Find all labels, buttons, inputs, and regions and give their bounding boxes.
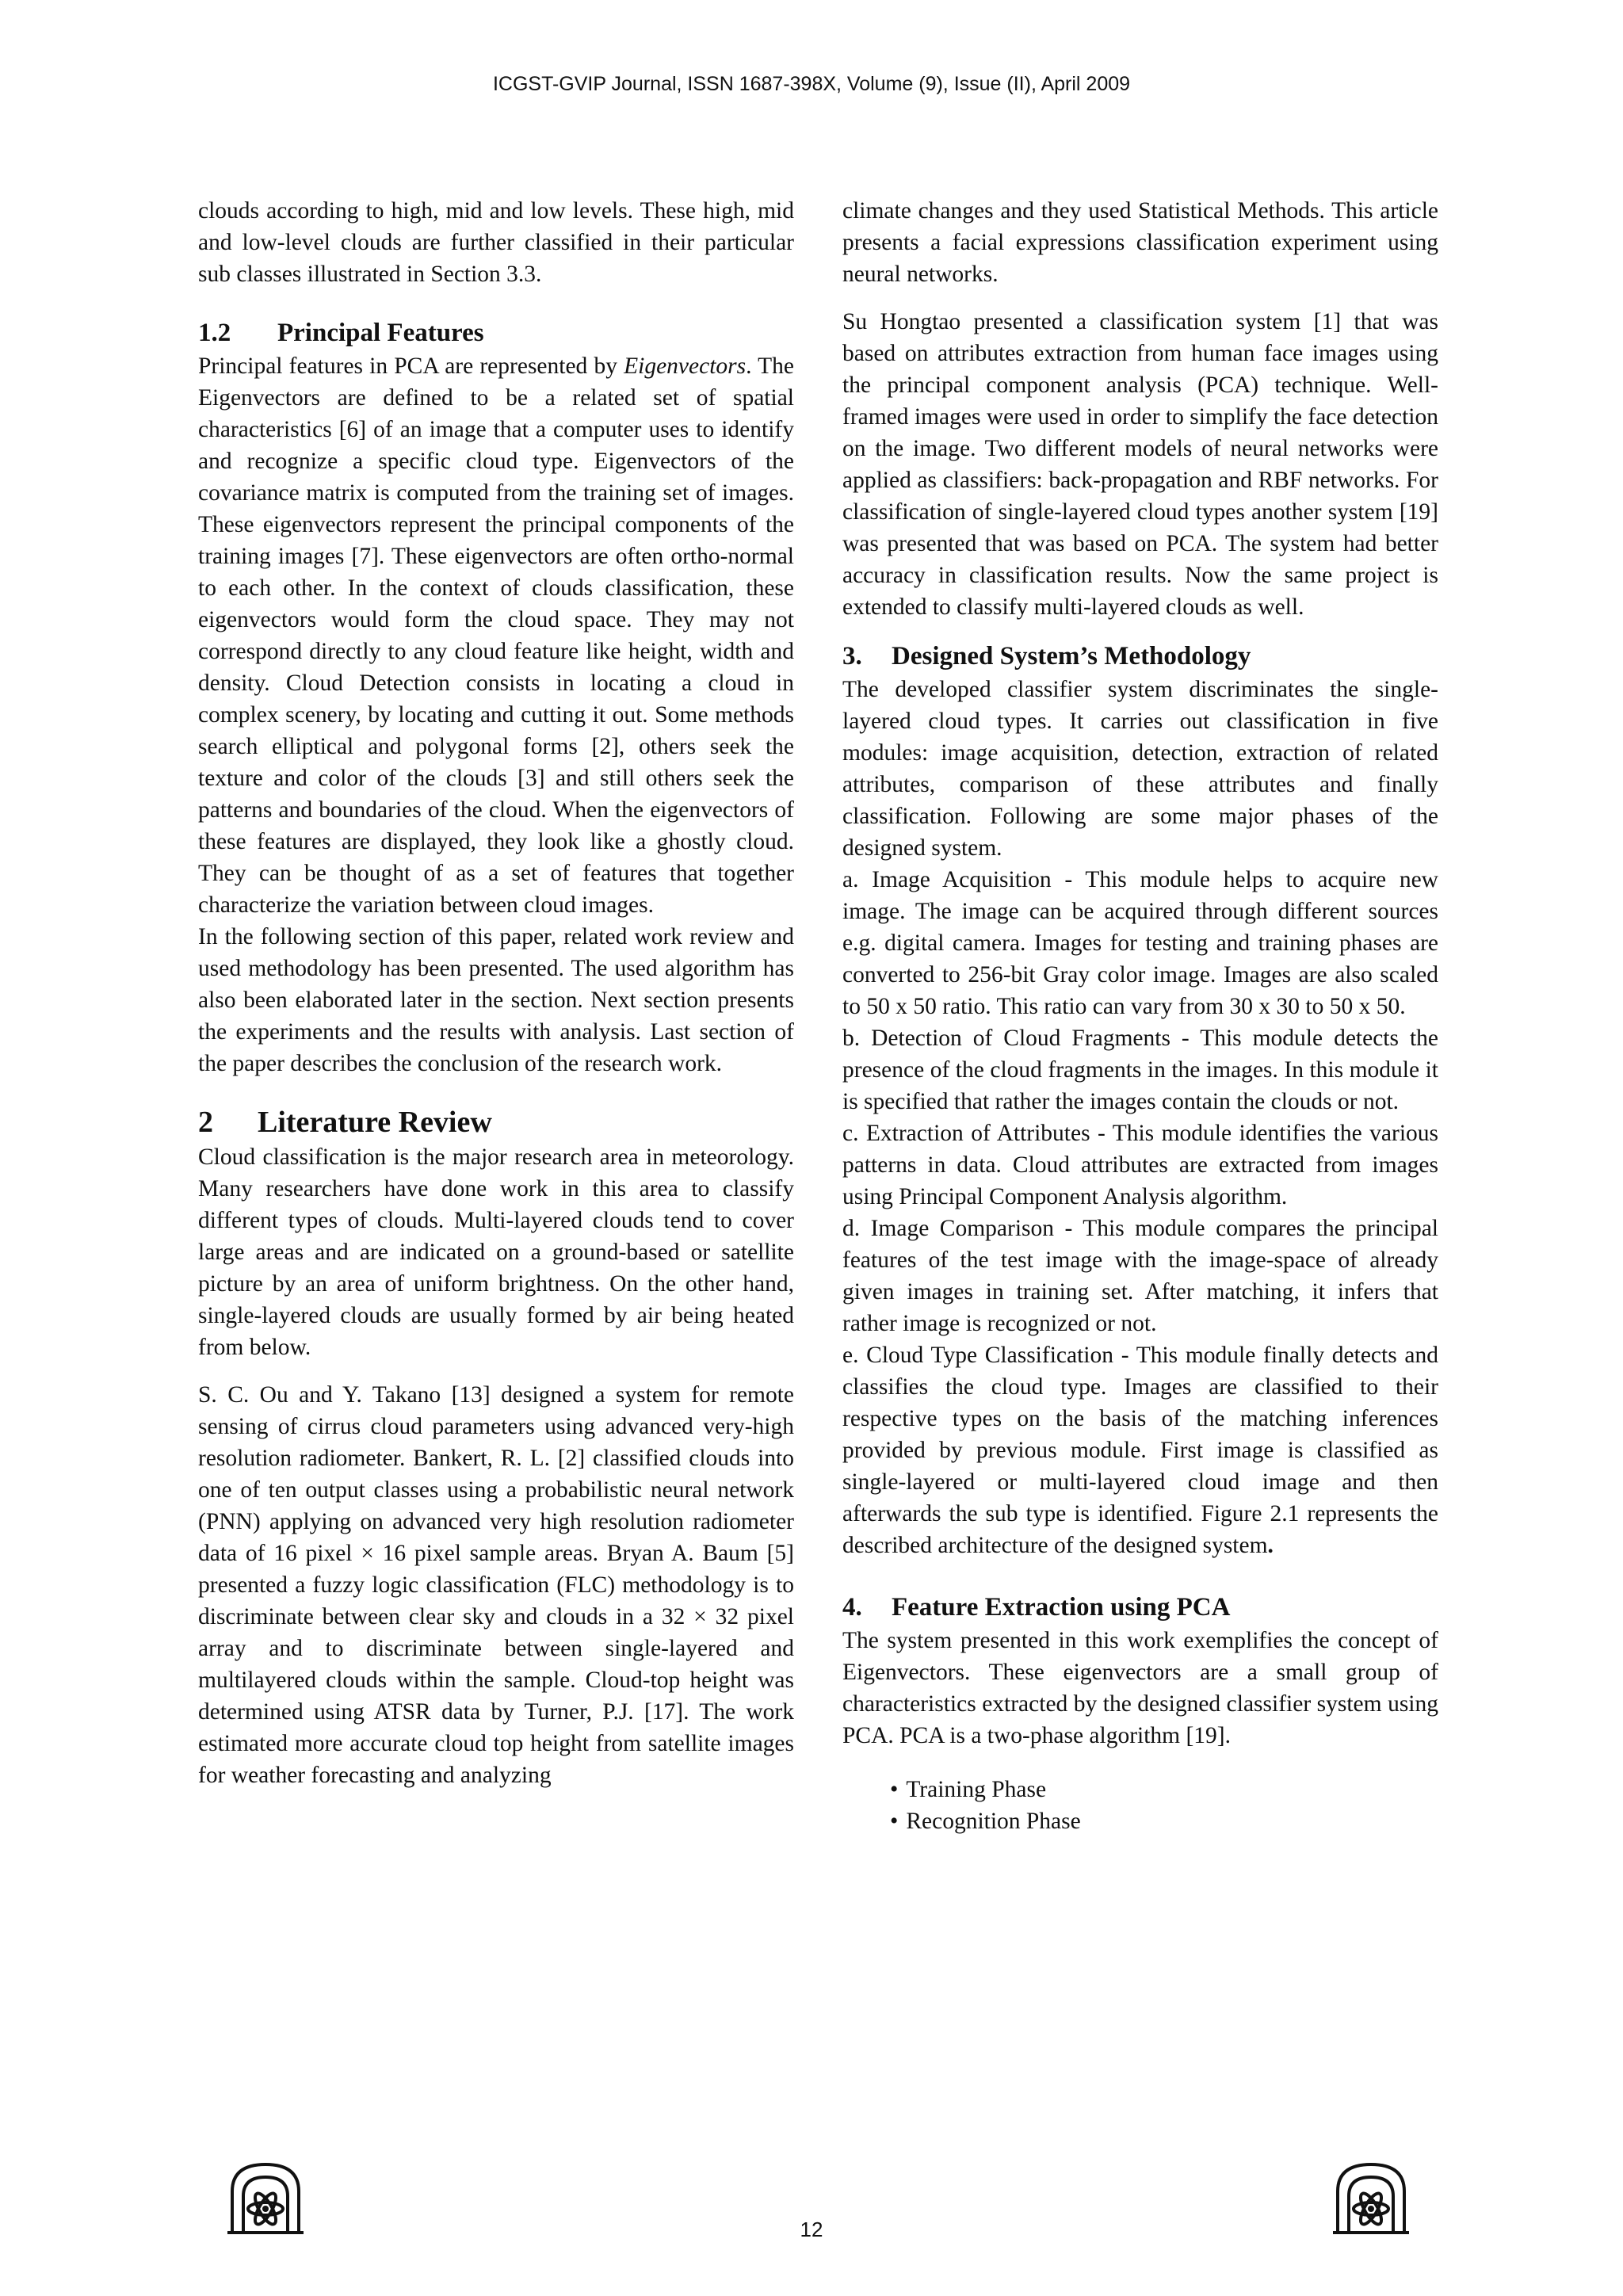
section-number: 3. (842, 642, 862, 670)
section-title: Designed System’s Methodology (892, 642, 1251, 670)
paragraph: Su Hongtao presented a classification system [1] that was based on attributes extraction from human face images using the principal component analysis (PCA) technique. Well-framed images were used in order to simplify the face detection on the image. Two different models of neural networks were applied as classifiers: back-propagation and RBF networks. For classification of single-layered cloud types another system [19] was presented that was based on PCA. The system had better accuracy in classification results. Now the same project is extended to classify multi-layered clouds as well. (842, 309, 1438, 620)
paragraph (198, 350, 794, 921)
paragraph (842, 1339, 1438, 1561)
paragraph: clouds according to high, mid and low levels. These high, mid and low-level clouds are further classified in their particular sub classes illustrated in Section 3.3. (198, 198, 794, 287)
section-number: 4. (842, 1593, 862, 1622)
page-number: 12 (800, 2218, 823, 2241)
section-number: 2 (198, 1106, 213, 1139)
paragraph: S. C. Ou and Y. Takano [13] designed a system for remote sensing of cirrus cloud parameters using advanced very-high resolution radiometer. Bankert, R. L. [2] classified clouds into one of ten output classes using a probabilistic neural network (PNN) applying on advanced very high resolution radiometer data of 16 pixel × 16 pixel sample areas. Bryan A. Baum [5] presented a fuzzy logic classification (FLC) methodology is to discriminate between clear sky and clouds in a 32 × 32 pixel array and to discriminate between single-layered and multilayered clouds within the sample. Cloud-top height was determined using ATSR data by Turner, P.J. [17]. The work estimated more accurate cloud top height from satellite images for weather forecasting and analyzing (198, 1382, 794, 1788)
text-run: Principal features in PCA are represented by (198, 353, 624, 379)
text-run: . The Eigenvectors are defined to be a related set of spatial characteristics [6] of an image that a computer uses to identify and recognize a specific cloud type. Eigenvectors of the covariance matrix is computed from the training set of images. These eigenvectors represent the principal components of the training images [7]. These eigenvectors are often ortho-normal to each other. In the context of clouds classification, these eigenvectors would form the cloud space. They may not correspond directly to any cloud feature like height, width and density. Cloud Detection consists in locating a cloud in complex scenery, by locating and cutting it out. Some methods search elliptical and polygonal forms [2], others seek the texture and color of the clouds [3] and still others seek the patterns and boundaries of the cloud. When the eigenvectors of these features are displayed, they look like a ghostly cloud. They can be thought of as a set of features that together characterize the variation between cloud images. (198, 353, 794, 918)
left-column (198, 195, 794, 1791)
section-heading-1-2 (198, 315, 794, 350)
section-title: Literature Review (258, 1106, 492, 1139)
list-item: • Training Phase (890, 1774, 1438, 1805)
section-heading-3 (842, 639, 1438, 674)
paragraph: climate changes and they used Statistical Methods. This article presents a facial expressions classification experiment using neural networks. (842, 198, 1438, 287)
bold-period: . (1267, 1533, 1274, 1558)
emphasis: Eigenvectors (624, 353, 747, 379)
paragraph: a. Image Acquisition - This module helps to acquire new image. The image can be acquired through different sources e.g. digital camera. Images for testing and training phases are converted to 256-bit Gray color image. Images are also scaled to 50 x 50 ratio. This ratio can vary from 30 x 30 to 50 x 50. (842, 867, 1438, 1019)
section-number: 1.2 (198, 319, 231, 347)
paragraph: Cloud classification is the major research area in meteorology. Many researchers have done work in this area to classify different types of clouds. Multi-layered clouds tend to cover large areas and are indicated on a ground-based or satellite picture by an area of uniform brightness. On the other hand, single-layered clouds are usually formed by air being heated from below. (198, 1144, 794, 1360)
section-heading-4 (842, 1590, 1438, 1625)
phase-list (890, 1774, 1438, 1837)
section-heading-2 (198, 1103, 794, 1141)
list-item: • Recognition Phase (890, 1805, 1438, 1837)
paragraph: In the following section of this paper, related work review and used methodology has been presented. The used algorithm has also been elaborated later in the section. Next section presents the experiments and the results with analysis. Last section of the paper describes the conclusion of the research work. (198, 924, 794, 1076)
paragraph: b. Detection of Cloud Fragments - This module detects the presence of the cloud fragments in the images. In this module it is specified that rather the images contain the clouds or not. (842, 1026, 1438, 1114)
paragraph: The system presented in this work exemplifies the concept of Eigenvectors. These eigenvectors are a small group of characteristics extracted by the designed classifier system using PCA. PCA is a two-phase algorithm [19]. (842, 1628, 1438, 1748)
section-title: Principal Features (277, 319, 484, 347)
paragraph: The developed classifier system discriminates the single-layered cloud types. It carries out classification in five modules: image acquisition, detection, extraction of related attributes, comparison of these attributes and finally classification. Following are some major phases of the designed system. (842, 677, 1438, 861)
running-header: ICGST-GVIP Journal, ISSN 1687-398X, Volume (9), Issue (II), April 2009 (492, 73, 1131, 95)
section-title: Feature Extraction using PCA (892, 1593, 1231, 1622)
right-column (842, 195, 1438, 1837)
text-run: e. Cloud Type Classification - This module finally detects and classifies the cloud type. Images are classified to their respective types on the basis of the matching inferences provided by previous module. First image is classified as single-layered or multi-layered cloud image and then afterwards the sub type is identified. Figure 2.1 represents the described architecture of the designed system (842, 1343, 1438, 1558)
paragraph: c. Extraction of Attributes - This module identifies the various patterns in data. Cloud attributes are extracted from images using Principal Component Analysis algorithm. (842, 1121, 1438, 1209)
paragraph: d. Image Comparison - This module compares the principal features of the test image with the image-space of already given images in training set. After matching, it infers that rather image is recognized or not. (842, 1216, 1438, 1336)
